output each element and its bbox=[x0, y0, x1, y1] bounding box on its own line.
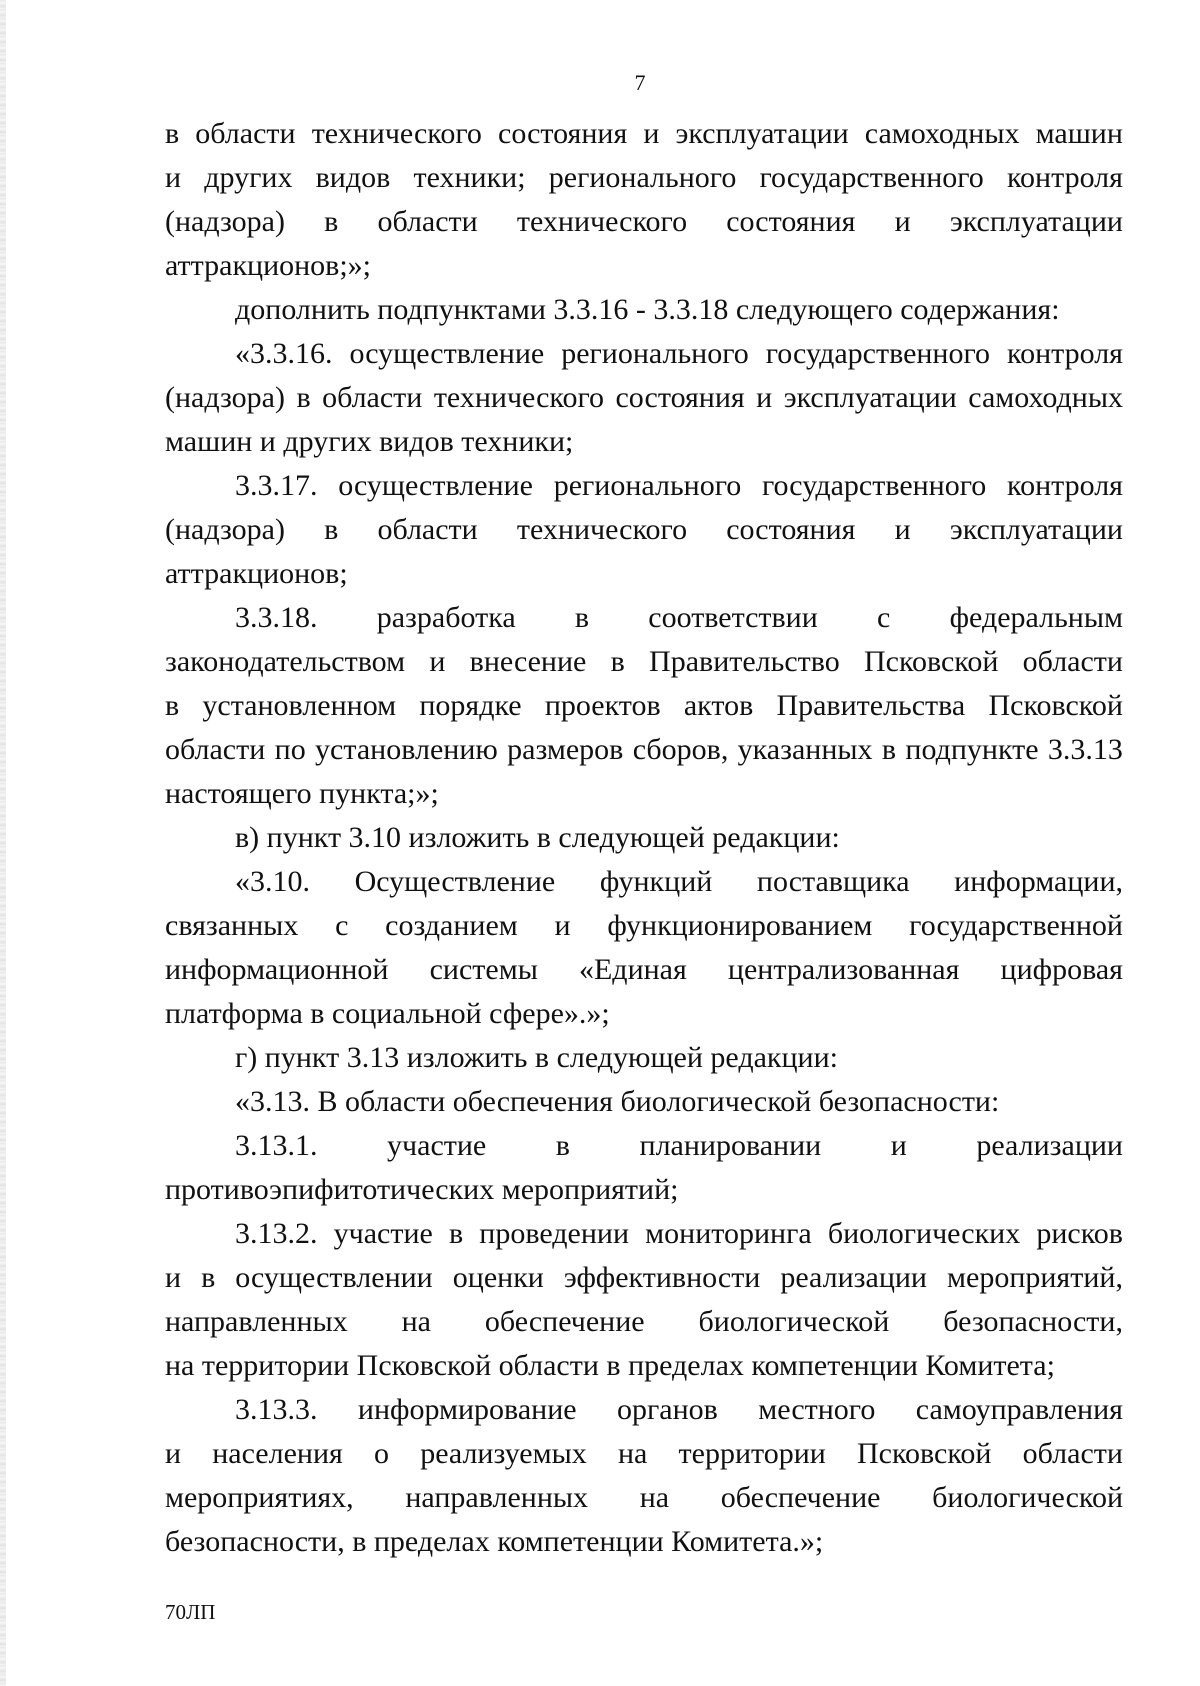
word: системы bbox=[429, 953, 538, 986]
word: функций bbox=[599, 865, 713, 898]
word: в bbox=[448, 1217, 464, 1250]
word: машин bbox=[1035, 117, 1123, 150]
word: функционированием bbox=[607, 909, 873, 942]
text-line: платформа в социальной сфере».»; bbox=[165, 997, 610, 1030]
text-line bbox=[165, 948, 1123, 992]
text-line bbox=[165, 904, 1123, 948]
word: территории bbox=[678, 1437, 826, 1470]
word: и bbox=[429, 645, 446, 678]
text-line: дополнить подпунктами 3.3.16 - 3.3.18 следующего содержания: bbox=[235, 293, 1060, 326]
word: техники; bbox=[413, 161, 526, 194]
text-line bbox=[165, 596, 1123, 640]
word: в bbox=[555, 1129, 570, 1162]
word: порядке bbox=[419, 689, 522, 722]
word: с bbox=[335, 909, 349, 942]
text-line: аттракционов;»; bbox=[165, 249, 372, 282]
word: эксплуатации bbox=[675, 117, 849, 150]
word: в bbox=[296, 381, 311, 414]
word: рисков bbox=[1036, 1217, 1123, 1250]
text-line bbox=[165, 1388, 1123, 1432]
word: (надзора) bbox=[165, 381, 285, 414]
text-line: г) пункт 3.13 изложить в следующей редакции: bbox=[235, 1041, 838, 1074]
word: эксплуатации bbox=[949, 205, 1123, 238]
word: и bbox=[643, 117, 660, 150]
word: 3.13.3. bbox=[235, 1393, 318, 1426]
word: государственного bbox=[765, 337, 991, 370]
word: направленных bbox=[405, 1481, 589, 1514]
word: реализуемых bbox=[420, 1437, 587, 1470]
word: самоуправления bbox=[915, 1393, 1123, 1426]
word: реализации bbox=[976, 1129, 1123, 1162]
word: 3.3.17. bbox=[235, 469, 318, 502]
word: обеспечение bbox=[720, 1481, 881, 1514]
word: состояния bbox=[615, 381, 745, 414]
word: и bbox=[165, 1437, 182, 1470]
word: поставщика bbox=[756, 865, 910, 898]
word: информирование bbox=[357, 1393, 577, 1426]
word: направленных bbox=[165, 1305, 348, 1338]
word: состояния bbox=[726, 205, 856, 238]
text-line bbox=[165, 684, 1123, 728]
word: федеральным bbox=[949, 601, 1123, 634]
word: установлению bbox=[315, 733, 498, 766]
word: разработка bbox=[376, 601, 516, 634]
word: и bbox=[165, 1261, 182, 1294]
word: государственного bbox=[761, 469, 987, 502]
word: осуществлении bbox=[235, 1261, 433, 1294]
text-line bbox=[165, 464, 1123, 508]
text-line: машин и других видов техники; bbox=[165, 425, 574, 458]
word: и bbox=[890, 1129, 907, 1162]
scan-edge bbox=[0, 0, 6, 1686]
word: области bbox=[195, 117, 296, 150]
word: контроля bbox=[1007, 337, 1123, 370]
word: с bbox=[877, 601, 891, 634]
word: информационной bbox=[165, 953, 389, 986]
word: Псковской bbox=[857, 1437, 992, 1470]
word: видов bbox=[315, 161, 391, 194]
text-line bbox=[165, 508, 1123, 552]
text-line bbox=[165, 1432, 1123, 1476]
word: в bbox=[165, 689, 180, 722]
word: участие bbox=[387, 1129, 487, 1162]
word: области bbox=[1022, 645, 1123, 678]
word: планировании bbox=[639, 1129, 822, 1162]
word: на bbox=[639, 1481, 670, 1514]
text-line bbox=[165, 1476, 1123, 1520]
word: размеров bbox=[507, 733, 624, 766]
word: мониторинга bbox=[645, 1217, 812, 1250]
word: в bbox=[324, 205, 339, 238]
word: и bbox=[756, 381, 773, 414]
text-line bbox=[165, 1124, 1123, 1168]
word: эксплуатации bbox=[783, 381, 957, 414]
word: на bbox=[617, 1437, 648, 1470]
word: указанных bbox=[737, 733, 873, 766]
word: регионального bbox=[548, 161, 737, 194]
word: осуществление bbox=[349, 337, 545, 370]
word: (надзора) bbox=[165, 513, 285, 546]
word: регионального bbox=[553, 469, 742, 502]
word: «Единая bbox=[578, 953, 687, 986]
word: сборов, bbox=[632, 733, 729, 766]
text-line bbox=[165, 728, 1123, 772]
word: местного bbox=[758, 1393, 876, 1426]
word: осуществление bbox=[338, 469, 533, 502]
word: области bbox=[377, 205, 478, 238]
page-number: 7 bbox=[634, 70, 646, 95]
footer-code: 70ЛП bbox=[165, 1600, 216, 1624]
text-line: на территории Псковской области в пределах компетенции Комитета; bbox=[165, 1349, 1055, 1382]
word: проектов bbox=[544, 689, 661, 722]
word: Псковской bbox=[863, 645, 999, 678]
word: и bbox=[554, 909, 571, 942]
word: установленном bbox=[202, 689, 397, 722]
text-line bbox=[165, 1300, 1123, 1344]
text-line bbox=[165, 376, 1123, 420]
word: государственной bbox=[909, 909, 1123, 942]
word: технического bbox=[433, 381, 605, 414]
text-line bbox=[165, 112, 1123, 156]
word: в bbox=[574, 601, 590, 634]
word: (надзора) bbox=[165, 205, 285, 238]
word: законодательством bbox=[165, 645, 406, 678]
word: внесение bbox=[469, 645, 587, 678]
word: 3.3.18. bbox=[235, 601, 318, 634]
word: связанных bbox=[165, 909, 299, 942]
word: и bbox=[165, 161, 182, 194]
word: контроля bbox=[1007, 469, 1123, 502]
text-line bbox=[165, 860, 1123, 904]
word: и bbox=[894, 513, 911, 546]
text-line: безопасности, в пределах компетенции Комитета.»; bbox=[165, 1525, 824, 1558]
word: «3.10. bbox=[235, 865, 310, 898]
word: самоходных bbox=[864, 117, 1020, 150]
text-line bbox=[165, 200, 1123, 244]
word: биологической bbox=[932, 1481, 1123, 1514]
word: в bbox=[201, 1261, 216, 1294]
word: цифровая bbox=[1000, 953, 1123, 986]
text-line: противоэпифитотических мероприятий; bbox=[165, 1173, 679, 1206]
word: эксплуатации bbox=[949, 513, 1123, 546]
document-body bbox=[165, 112, 1123, 1564]
word: 3.13.1. bbox=[235, 1129, 318, 1162]
word: актов bbox=[683, 689, 754, 722]
word: состояния bbox=[498, 117, 628, 150]
word: в bbox=[881, 733, 897, 766]
text-line: аттракционов; bbox=[165, 557, 348, 590]
word: в bbox=[610, 645, 625, 678]
text-line bbox=[165, 1256, 1123, 1300]
word: в bbox=[324, 513, 339, 546]
word: эффективности bbox=[563, 1261, 761, 1294]
word: области bbox=[165, 733, 266, 766]
text-line bbox=[165, 332, 1123, 376]
word: соответствии bbox=[648, 601, 818, 634]
word: оценки bbox=[452, 1261, 544, 1294]
word: безопасности, bbox=[943, 1305, 1123, 1338]
word: контроля bbox=[1006, 161, 1123, 194]
word: технического bbox=[516, 513, 688, 546]
word: участие bbox=[333, 1217, 433, 1250]
word: мероприятий, bbox=[947, 1261, 1123, 1294]
text-line bbox=[165, 1212, 1123, 1256]
word: области bbox=[1022, 1437, 1123, 1470]
word: состояния bbox=[726, 513, 856, 546]
word: на bbox=[401, 1305, 431, 1338]
text-line bbox=[165, 156, 1123, 200]
word: Псковской bbox=[988, 689, 1123, 722]
word: технического bbox=[311, 117, 482, 150]
word: подпункте bbox=[905, 733, 1039, 766]
text-line: в) пункт 3.10 изложить в следующей редакции: bbox=[235, 821, 840, 854]
word: населения bbox=[212, 1437, 343, 1470]
word: регионального bbox=[561, 337, 749, 370]
word: области bbox=[377, 513, 478, 546]
word: «3.3.16. bbox=[235, 337, 333, 370]
word: других bbox=[204, 161, 293, 194]
word: органов bbox=[617, 1393, 718, 1426]
word: информации, bbox=[954, 865, 1123, 898]
word: государственного bbox=[759, 161, 984, 194]
word: биологической bbox=[698, 1305, 890, 1338]
text-line: настоящего пункта;»; bbox=[165, 777, 439, 810]
word: обеспечение bbox=[484, 1305, 645, 1338]
text-line bbox=[165, 640, 1123, 684]
word: мероприятиях, bbox=[165, 1481, 354, 1514]
word: по bbox=[274, 733, 306, 766]
word: технического bbox=[516, 205, 688, 238]
word: биологических bbox=[827, 1217, 1021, 1250]
word: Осуществление bbox=[354, 865, 556, 898]
word: Правительства bbox=[776, 689, 966, 722]
word: Правительство bbox=[649, 645, 840, 678]
word: 3.3.13 bbox=[1047, 733, 1123, 766]
word: самоходных bbox=[968, 381, 1123, 414]
word: 3.13.2. bbox=[235, 1217, 318, 1250]
word: реализации bbox=[780, 1261, 927, 1294]
word: области bbox=[322, 381, 423, 414]
text-line: «3.13. В области обеспечения биологической безопасности: bbox=[235, 1085, 1000, 1118]
word: централизованная bbox=[727, 953, 960, 986]
word: проведении bbox=[479, 1217, 630, 1250]
word: о bbox=[374, 1437, 389, 1470]
word: и bbox=[894, 205, 911, 238]
word: в bbox=[165, 117, 180, 150]
word: созданием bbox=[385, 909, 518, 942]
